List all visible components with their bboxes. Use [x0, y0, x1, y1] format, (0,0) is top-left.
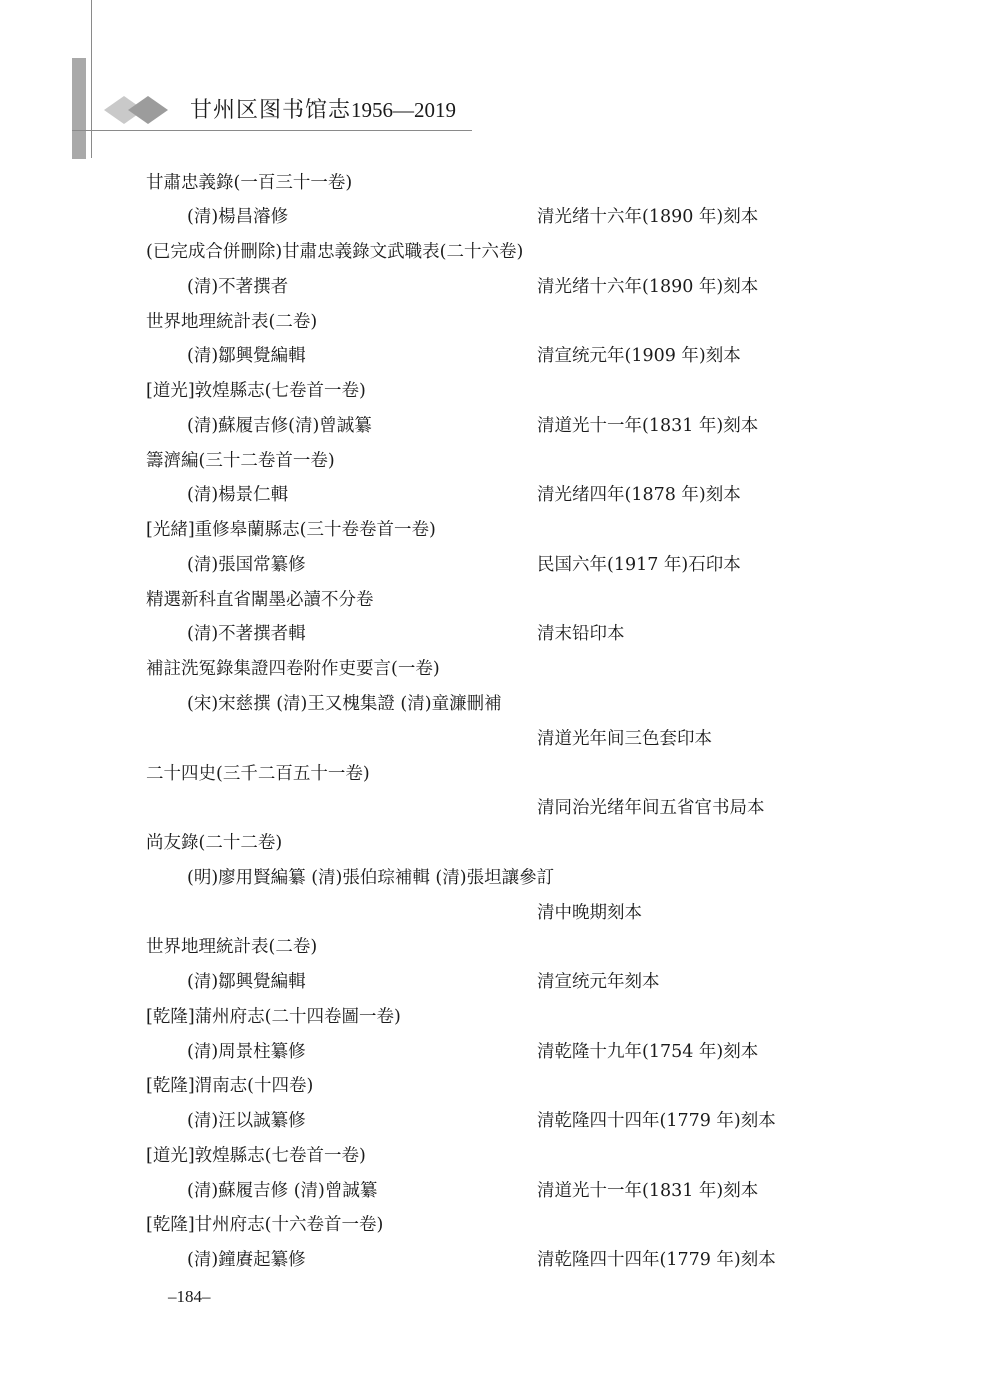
entry-author: (明)廖用賢編纂 (清)張伯琮補輯 (清)張坦讓參訂	[187, 868, 555, 888]
entry-title: 世界地理統計表(二卷)	[146, 937, 318, 957]
entry-edition: 清乾隆四十四年(1779 年)刻本	[537, 1250, 776, 1270]
entry-edition: 清乾隆四十四年(1779 年)刻本	[537, 1111, 776, 1131]
entry-title: 世界地理統計表(二卷)	[146, 312, 318, 332]
entry-author: (清)蘇履吉修 (清)曾誠纂	[187, 1181, 378, 1201]
book-title: 甘州区图书馆志	[190, 98, 352, 123]
entry-title: [道光]敦煌縣志(七卷首一卷)	[146, 381, 366, 401]
entry-title: 精選新科直省闈墨必讀不分卷	[146, 590, 374, 610]
page-number: –184–	[168, 1287, 211, 1306]
entry-author: (清)鐘賡起纂修	[187, 1250, 306, 1270]
entry-author: (清)楊昌濬修	[187, 207, 289, 227]
entry-edition: 清宣统元年刻本	[537, 972, 660, 992]
entry-author: (宋)宋慈撰 (清)王又槐集證 (清)童濂刪補	[187, 694, 502, 714]
entry-edition: 清中晚期刻本	[537, 903, 642, 923]
entry-author: (清)鄒興覺編輯	[187, 346, 306, 366]
entry-edition: 清光绪十六年(1890 年)刻本	[537, 277, 759, 297]
entry-title: 甘肅忠義錄(一百三十一卷)	[146, 173, 353, 193]
book-years: 1956—2019	[351, 98, 457, 122]
entry-title: 二十四史(三千二百五十一卷)	[146, 764, 370, 784]
entry-author: (清)周景柱纂修	[187, 1042, 306, 1062]
entry-author: (清)張国常纂修	[187, 555, 306, 575]
entry-edition: 清光绪十六年(1890 年)刻本	[537, 207, 759, 227]
entry-title: 籌濟編(三十二卷首一卷)	[146, 451, 335, 471]
entry-author: (清)蘇履吉修(清)曾誠纂	[187, 416, 372, 436]
entry-edition: 清道光十一年(1831 年)刻本	[537, 1181, 759, 1201]
entry-author: (清)不著撰者輯	[187, 624, 306, 644]
entry-author: (清)汪以誠纂修	[187, 1111, 306, 1131]
entry-title: 補註洗冤錄集證四卷附作吏要言(一卷)	[146, 659, 440, 679]
entry-edition: 清乾隆十九年(1754 年)刻本	[537, 1042, 759, 1062]
entry-edition: 清末铅印本	[537, 624, 625, 644]
entry-title: (已完成合併刪除)甘肅忠義錄文武職表(二十六卷)	[146, 242, 524, 262]
entry-title: [乾隆]蒲州府志(二十四卷圖一卷)	[146, 1007, 401, 1027]
entry-title: [光緒]重修皋蘭縣志(三十卷卷首一卷)	[146, 520, 436, 540]
entry-title: [乾隆]渭南志(十四卷)	[146, 1076, 314, 1096]
entry-author: (清)不著撰者	[187, 277, 289, 297]
entry-title: [乾隆]甘州府志(十六卷首一卷)	[146, 1215, 384, 1235]
entry-edition: 清宣统元年(1909 年)刻本	[537, 346, 741, 366]
entry-edition: 清同治光绪年间五省官书局本	[537, 798, 765, 818]
entry-edition: 清光绪四年(1878 年)刻本	[537, 485, 741, 505]
entry-author: (清)鄒興覺編輯	[187, 972, 306, 992]
entry-title: 尚友錄(二十二卷)	[146, 833, 283, 853]
entry-edition: 清道光年间三色套印本	[537, 729, 712, 749]
entry-author: (清)楊景仁輯	[187, 485, 289, 505]
entry-edition: 清道光十一年(1831 年)刻本	[537, 416, 759, 436]
entry-title: [道光]敦煌縣志(七卷首一卷)	[146, 1146, 366, 1166]
entry-edition: 民国六年(1917 年)石印本	[537, 555, 741, 575]
